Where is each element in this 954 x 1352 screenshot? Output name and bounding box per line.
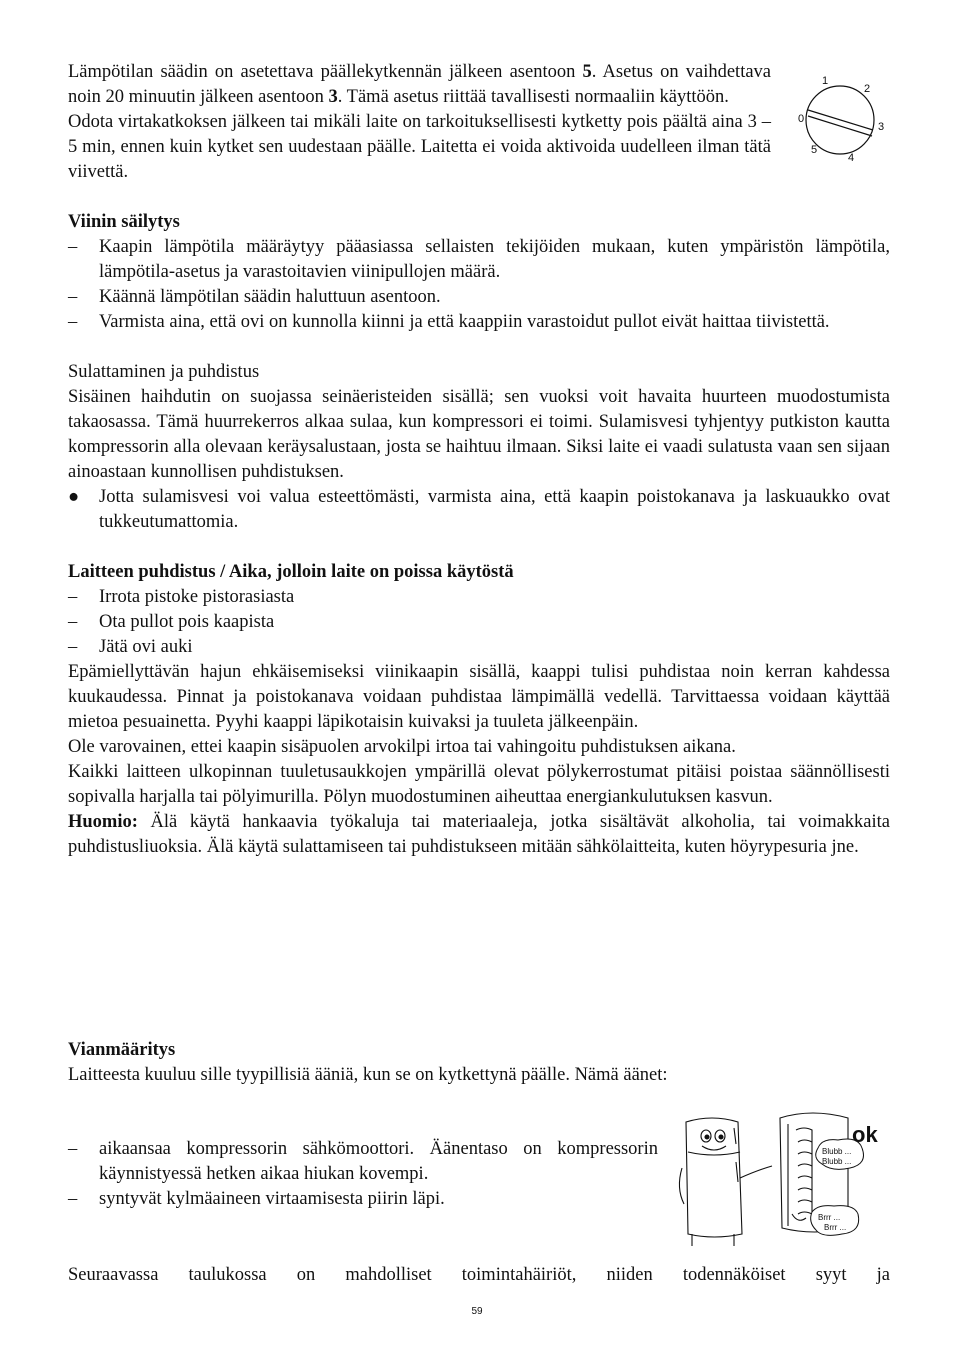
intro-paragraph-1 [68,60,771,110]
bubble-text: Blubb ... [822,1147,852,1156]
closing-line: Seuraavassa taulukossa on mahdolliset toimintahäiriöt, niiden todennäköiset syyt ja [68,1265,890,1285]
dash-marker: – [68,312,78,332]
page-content [68,60,890,860]
dial-label: 1 [822,75,829,87]
list-item: – Ota pullot pois kaapista [68,610,890,635]
defrost-heading: Sulattaminen ja puhdistus [68,362,260,382]
note-label: Huomio: [68,812,138,832]
cleaning-paragraph-1: Epämiellyttävän hajun ehkäisemiseksi viinikaapin sisällä, kaappi tulisi puhdistaa noin kerran kahdessa kuukaudessa. Pinnat ja poistokanava voidaan puhdistaa lämpimällä vedellä. Tarvittaessa voidaan käyttää mietoa pesuainetta. Pyyhi kaappi läpikotaisin kuivaksi ja tuuleta jälkeenpäin. [68,662,890,732]
defrost-paragraph: Sisäinen haihdutin on suojassa seinäeristeiden sisällä; sen vuoksi voit havaita huurteen muodostumista takaosassa. Tämä huurrekerros alkaa sulaa, kun kompressori ei toimi. Sulamisvesi tyhjentyy putkiston kautta kompressorin alla olevaan keräysalustaan, josta se haihtuu ilmaan. Siksi laite ei vaadi sulatusta vaan sen sijaan ainoastaan kunnollisen puhdistuksen. [68,387,890,482]
list-item: – Varmista aina, että ovi on kunnolla kiinni ja että kaappiin varastoidut pullot eivät haittaa tiivistettä. [68,310,890,335]
diagnosis-section [68,1038,890,1088]
dash-marker: – [68,637,78,657]
dial-label: 2 [864,83,871,95]
list-item: ● Jotta sulamisvesi voi valua esteettömästi, varmista aina, että kaapin poistokanava ja laskuaukko ovat tukkeutumattomia. [68,485,890,535]
page-number: 59 [471,1306,483,1317]
ok-label: ok [852,1122,878,1147]
intro-paragraph-2: Odota virtakatkoksen jälkeen tai mikäli laite on tarkoituksellisesti kytketty pois päältä aina 3 – 5 min, ennen kuin kytket sen uudestaan päälle. Laitetta ei voida aktivoida uudelleen ilman tätä viivettä. [68,112,771,182]
appliance-noise-illustration [672,1108,894,1250]
dial-label: 5 [811,144,818,156]
cleaning-paragraph-2: Ole varovainen, ettei kaapin sisäpuolen arvokilpi irtoa tai vahingoitu puhdistuksen aikana. [68,737,736,757]
text: Lämpötilan säädin on asetettava päällekytkennän jälkeen asentoon [68,62,583,82]
setting-3: 3 [328,87,338,107]
list-item: – syntyvät kylmäaineen virtaamisesta piirin läpi. [68,1187,658,1212]
dial-label: 0 [798,113,805,125]
dial-label: 3 [878,121,885,133]
dash-marker: – [68,1189,78,1209]
dash-marker: – [68,612,78,632]
setting-5: 5 [582,62,592,82]
text: . Tämä asetus riittää tavallisesti normaaliin käyttöön. [337,87,729,107]
bullet-marker: ● [68,487,80,507]
list-item: – Kaapin lämpötila määräytyy pääasiassa sellaisten tekijöiden mukaan, kuten ympäristön lämpötila, lämpötila-asetus ja varastoitavien viinipullojen määrä. [68,235,890,285]
intro-section [68,60,771,185]
note-text: Älä käytä hankaavia työkaluja tai materiaaleja, jotka sisältävät alkoholia, tai voimakkaita puhdistusliuoksia. Älä käytä sulattamiseen tai puhdistukseen mitään sähkölaitteita, kuten höyrypesuria jne. [68,812,890,857]
text: . Asetus on vaihdettava noin 20 minuutin jälkeen asentoon [68,62,772,107]
dash-marker: – [68,237,78,257]
cleaning-heading: Laitteen puhdistus / Aika, jolloin laite on poissa käytöstä [68,562,514,582]
diagnosis-heading: Vianmääritys [68,1040,176,1060]
diagnosis-list [68,1137,658,1212]
bubble-text: Brrr ... [824,1223,847,1232]
bubble-text: Brrr ... [818,1213,841,1222]
dash-marker: – [68,1139,78,1159]
list-item: – aikaansaa kompressorin sähkömoottori. Äänentaso on kompressorin käynnistyessä hetken aikaa hiukan kovempi. [68,1137,658,1187]
bubble-text: Blubb ... [822,1157,852,1166]
dash-marker: – [68,587,78,607]
temperature-dial-icon [792,72,892,172]
diagnosis-intro: Laitteesta kuuluu sille tyypillisiä ääniä, kun se on kytkettynä päälle. Nämä äänet: [68,1065,668,1085]
cartoon-fridge-icon [679,1118,772,1246]
list-item: – Käännä lämpötilan säädin haluttuun asentoon. [68,285,890,310]
cleaning-note [68,810,890,860]
wine-storage-heading: Viinin säilytys [68,212,180,232]
dash-marker: – [68,287,78,307]
list-item: – Jätä ovi auki [68,635,890,660]
list-item: – Irrota pistoke pistorasiasta [68,585,890,610]
dial-label: 4 [848,152,855,164]
cleaning-paragraph-3: Kaikki laitteen ulkopinnan tuuletusaukkojen ympärillä olevat pölykerrostumat pitäisi poistaa säännöllisesti sopivalla harjalla tai pölyimurilla. Pölyn muodostuminen aiheuttaa energiankulutuksen kasvun. [68,762,890,807]
wine-storage-list [68,235,890,335]
